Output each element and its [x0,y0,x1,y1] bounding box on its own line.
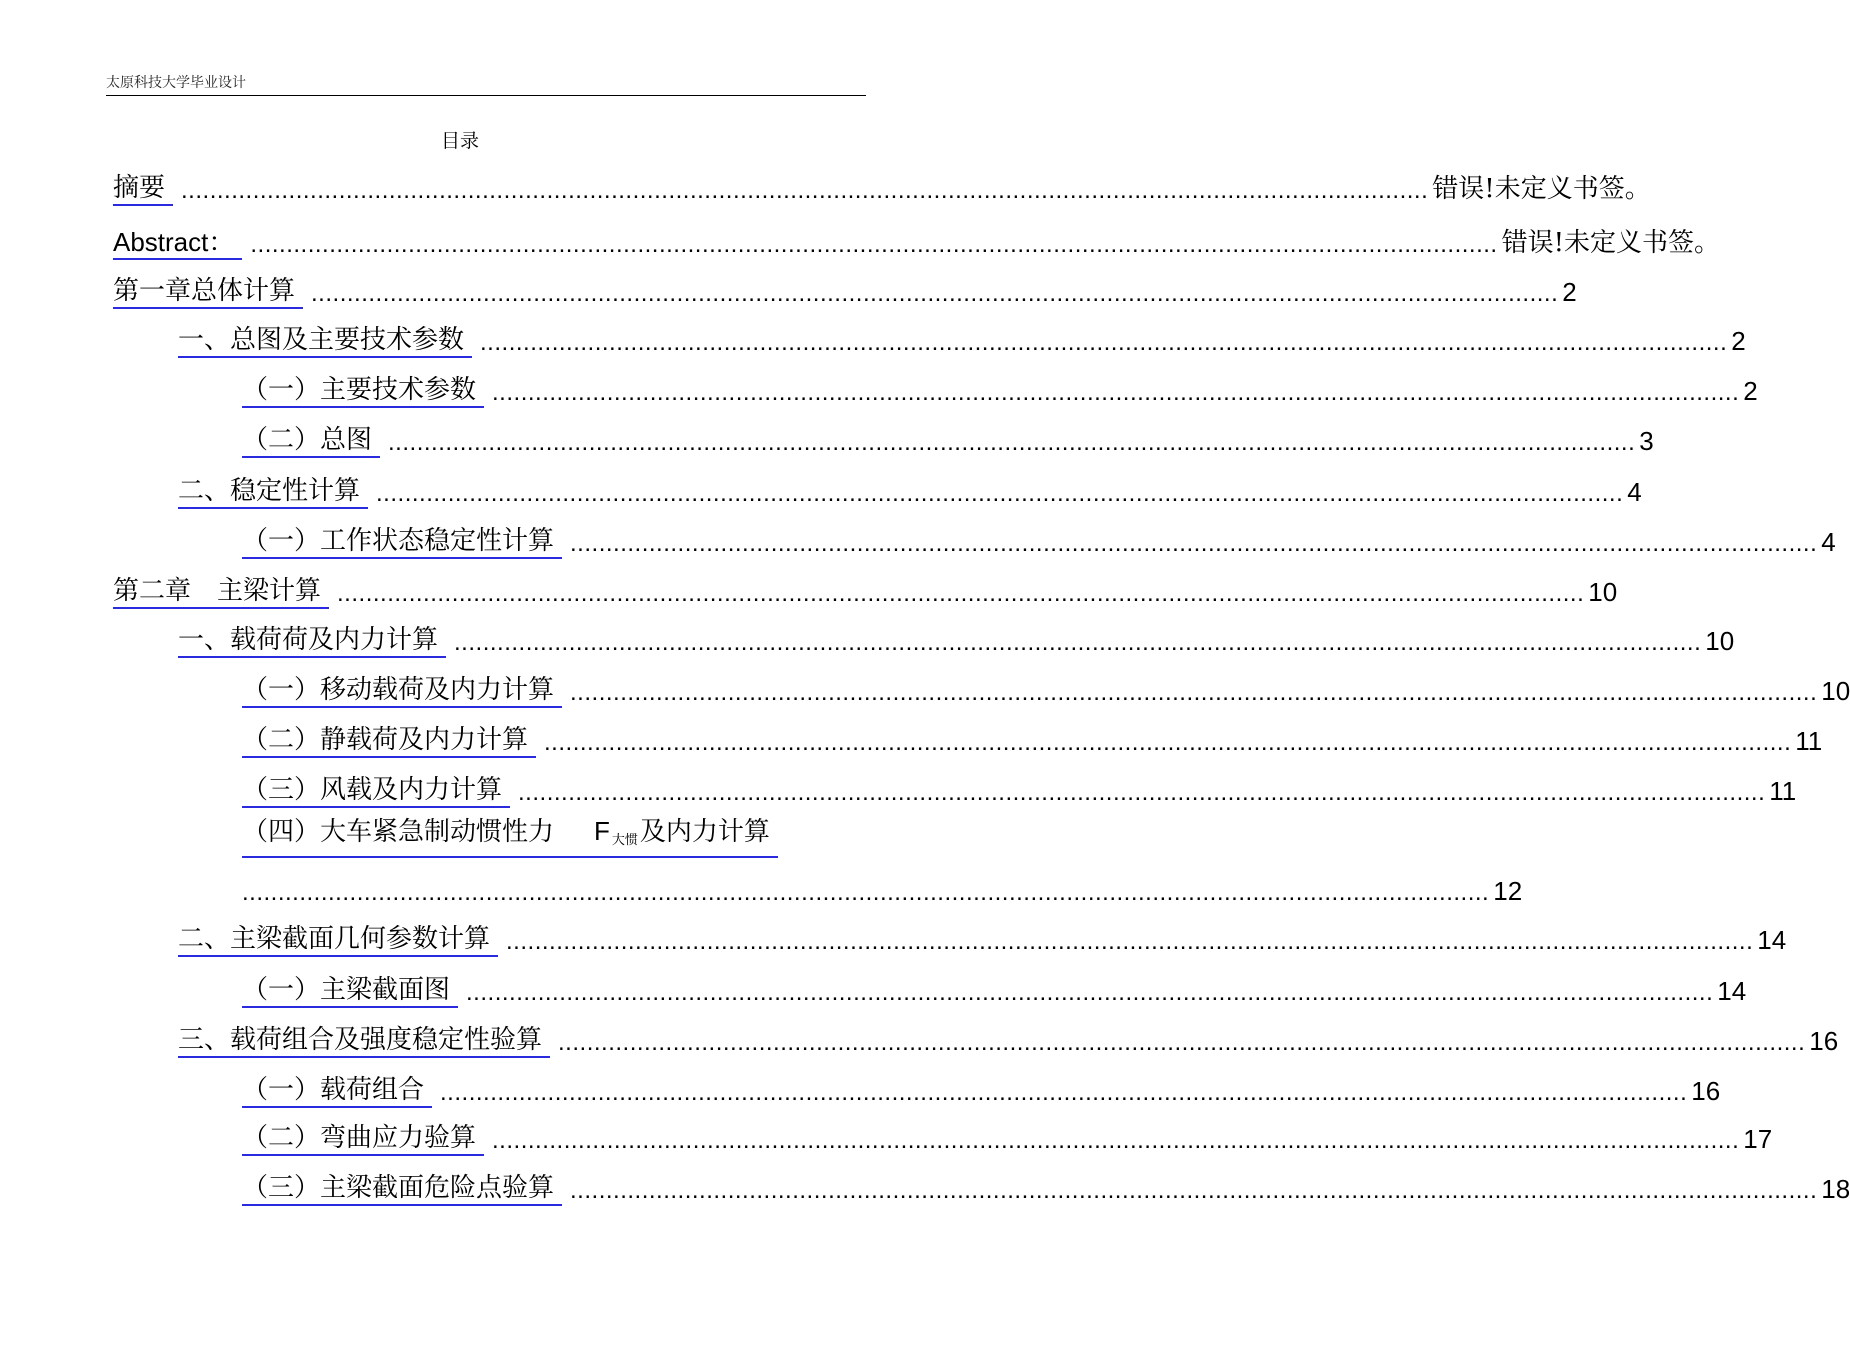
toc-entry-page: 2 [1562,277,1577,307]
toc-entry-page: 10 [1821,676,1850,706]
toc-entry-page: 4 [1821,527,1836,557]
toc-entry-2-3-1[interactable] [242,1074,1721,1108]
toc-entry-page: 16 [1691,1076,1721,1106]
toc-entry-page: 4 [1627,477,1642,507]
toc-entry-1-2[interactable] [178,475,1642,509]
toc-leader-dots: .............................................................................................................................................................................. [337,580,1585,607]
toc-entry-title[interactable]: （一）移动载荷及内力计算 [242,674,562,708]
toc-entry-title[interactable]: （一）工作状态稳定性计算 [242,525,562,559]
toc-entry-page: 2 [1743,376,1758,406]
toc-entry-2-3[interactable] [178,1024,1839,1058]
toc-entry-title[interactable]: Abstract： [113,226,242,260]
toc-entry-page: 12 [1493,876,1523,906]
toc-leader-dots: .............................................................................................................................................................................. [570,679,1818,706]
toc-entry-title[interactable]: 第一章总体计算 [113,275,303,309]
toc-entry-1-1[interactable] [178,324,1746,358]
toc-leader-dots: .............................................................................................................................................................................. [492,1127,1740,1154]
toc-entry-abstract-en[interactable] [113,226,1721,260]
toc-leader-dots: .............................................................................................................................................................................. [250,231,1498,258]
toc-entry-2-2-1[interactable] [242,974,1747,1008]
toc-entry-1-1-1[interactable] [242,374,1758,408]
toc-entry-title[interactable]: 摘要 [113,172,173,206]
toc-entry-2-2[interactable] [178,923,1787,957]
toc-entry-page: 10 [1705,626,1735,656]
toc-leader-dots: .............................................................................................................................................................................. [544,729,1792,756]
toc-entry-chapter-1[interactable] [113,275,1577,309]
toc-entry-title[interactable]: （三）风载及内力计算 [242,774,510,808]
toc-entry-title[interactable]: 二、主梁截面几何参数计算 [178,923,498,957]
toc-entry-title[interactable]: 一、载荷荷及内力计算 [178,624,446,658]
toc-leader-dots: .............................................................................................................................................................................. [558,1029,1806,1056]
symbol-f: F [594,816,610,846]
toc-leader-dots: .............................................................................................................................................................................. [466,979,1714,1006]
toc-entry-1-2-1[interactable] [242,525,1836,559]
toc-entry-2-1-3[interactable] [242,774,1797,808]
toc-entry-page: 16 [1809,1026,1839,1056]
toc-entry-title[interactable]: （三）主梁截面危险点验算 [242,1172,562,1206]
toc-entry-1-1-2[interactable] [242,424,1654,458]
toc-entry-page: 14 [1717,976,1747,1006]
toc-entry-page: 18 [1821,1174,1850,1204]
toc-entry-2-1-4-continuation[interactable] [242,874,1523,908]
toc-entry-page: 11 [1795,726,1823,756]
toc-leader-dots: .............................................................................................................................................................................. [376,480,1624,507]
toc-leader-dots: .............................................................................................................................................................................. [506,928,1754,955]
toc-entry-title[interactable]: （二）总图 [242,424,380,458]
toc-leader-dots: .............................................................................................................................................................................. [518,779,1766,806]
toc-leader-dots: .............................................................................................................................................................................. [454,629,1702,656]
toc-leader-dots: .............................................................................................................................................................................. [311,280,1559,307]
toc-entry-2-1[interactable] [178,624,1735,658]
toc-entry-title[interactable]: 二、稳定性计算 [178,475,368,509]
toc-entry-title[interactable]: 三、载荷组合及强度稳定性验算 [178,1024,550,1058]
toc-entry-2-1-4[interactable] [242,816,862,858]
toc-entry-page: 3 [1639,426,1654,456]
toc-entry-2-1-1[interactable] [242,674,1850,708]
toc-entry-2-3-2[interactable] [242,1122,1773,1156]
toc-entry-page: 错误!未定义书签。 [1432,174,1651,204]
toc-leader-dots: .............................................................................................................................................................................. [440,1079,1688,1106]
toc-entry-title[interactable]: （一）主梁截面图 [242,974,458,1008]
toc-leader-dots: .............................................................................................................................................................................. [570,1177,1818,1204]
toc-entry-2-1-2[interactable] [242,724,1823,758]
toc-leader-dots: .............................................................................................................................................................................. [492,379,1740,406]
toc-entry-title[interactable]: （二）弯曲应力验算 [242,1122,484,1156]
toc-entry-title[interactable] [242,815,778,858]
toc-leader-dots: .............................................................................................................................................................................. [388,429,1636,456]
toc-entry-abstract-cn[interactable] [113,172,1651,206]
toc-entry-title[interactable]: （一）载荷组合 [242,1074,432,1108]
toc-entry-page: 17 [1743,1124,1773,1154]
toc-entry-page: 2 [1731,326,1746,356]
toc-entry-2-3-3[interactable] [242,1172,1850,1206]
toc-entry-chapter-2[interactable] [113,575,1618,609]
toc-entry-page: 错误!未定义书签。 [1501,228,1721,258]
toc-entry-title[interactable]: （二）静载荷及内力计算 [242,724,536,758]
toc-title: 目录 [440,130,479,152]
toc-leader-dots: .............................................................................................................................................................................. [480,329,1728,356]
toc-entry-title-part: （四）大车紧急制动惯性力 [242,817,555,847]
toc-entry-page: 14 [1757,925,1787,955]
toc-entry-page: 10 [1588,577,1618,607]
page-header: 太原科技大学毕业设计 [106,75,246,91]
toc-entry-title[interactable]: 第二章 主梁计算 [113,575,329,609]
toc-leader-dots: .............................................................................................................................................................................. [570,530,1818,557]
toc-entry-title[interactable]: （一）主要技术参数 [242,374,484,408]
symbol-subscript: 大惯 [611,832,638,847]
toc-entry-title[interactable]: 一、总图及主要技术参数 [178,324,472,358]
toc-entry-page: 11 [1769,776,1797,806]
toc-leader-dots: .............................................................................................................................................................................. [181,177,1429,204]
toc-entry-title-part: 及内力计算 [639,817,770,847]
toc-leader-dots: .............................................................................................................................................................................. [242,879,1490,906]
